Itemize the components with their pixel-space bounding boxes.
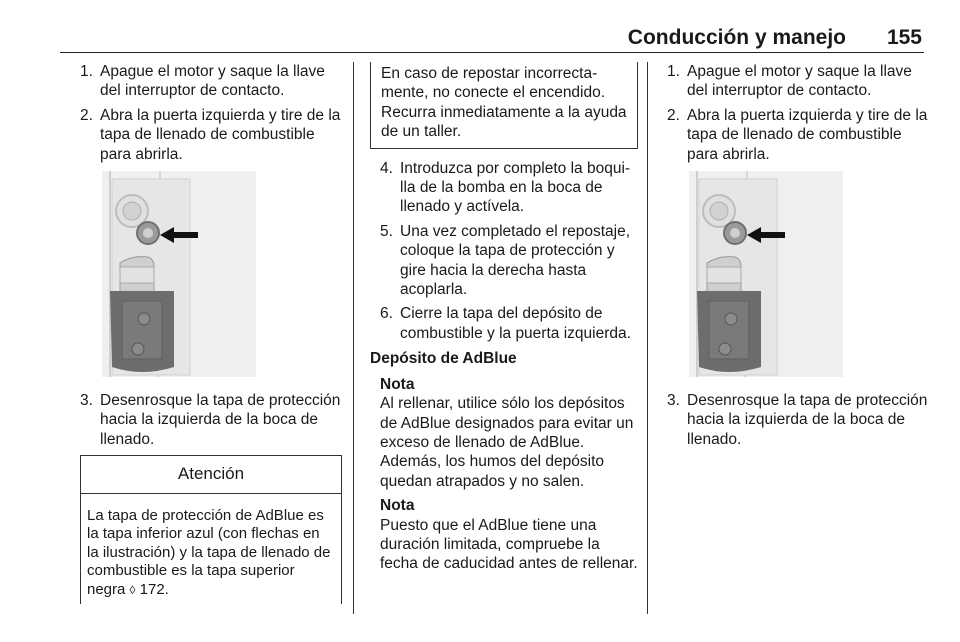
step-item: 3. Desenrosque la tapa de protección hacia la izquierda de la boca de llenado.: [80, 392, 341, 448]
section-title: Conducción y manejo: [627, 26, 846, 49]
step-item: 1. Apague el motor y saque la llave del interruptor de contacto.: [80, 63, 325, 100]
column-middle: [370, 62, 638, 579]
step-item: 3. Desenrosque la tapa de protección hacia la izquierda de la boca de llenado.: [667, 392, 928, 448]
page-reference-icon: ◊: [129, 583, 136, 598]
step-item: 4. Introduzca por completo la boquilla de la bomba en la boca de llenado y actívela.: [380, 159, 631, 216]
step-item: 5. Una vez completado el repostaje, coloque la tapa de protección y gire hacia la derecha hasta acoplarla.: [380, 222, 631, 299]
arrow-left-icon: [160, 225, 200, 245]
step-text: Abra la puerta izquierda y tire de la tapa de llenado de combustible para abrirla.: [687, 106, 928, 163]
column-divider: [647, 62, 648, 614]
step-item: 2. Abra la puerta izquierda y tire de la tapa de llenado de combustible para abrirla.: [667, 106, 928, 163]
page-header: [60, 24, 924, 53]
step-item: 6. Cierre la tapa del depósito de combustible y la puerta izquierda.: [380, 305, 631, 342]
note-block: [380, 496, 638, 574]
page-number: 155: [886, 26, 922, 49]
caution-box: En caso de repostar incorrectamente, no conecte el encendido. Recurra inmediatamente a la ayuda de un taller.: [370, 62, 638, 149]
attention-box: [80, 455, 342, 603]
step-item: 1. Apague el motor y saque la llave del interruptor de contacto.: [667, 63, 912, 100]
step-text: Introduzca por completo la boquilla de la bomba en la boca de llenado y actívela.: [400, 159, 631, 216]
note-text: Puesto que el AdBlue tiene una duración limitada, compruebe la fecha de caducidad antes de rellenar.: [380, 516, 638, 573]
column-left: [80, 62, 342, 604]
arrow-left-icon: [747, 225, 787, 245]
column-right: [667, 62, 929, 454]
step-item: 2. Abra la puerta izquierda y tire de la tapa de llenado de combustible para abrirla.: [80, 106, 341, 163]
step-text: Apague el motor y saque la llave del interruptor de contacto.: [687, 63, 912, 100]
step-text: Una vez completado el repostaje, coloque la tapa de protección y gire hacia la derecha hasta acoplarla.: [400, 222, 631, 299]
step-text: Abra la puerta izquierda y tire de la tapa de llenado de combustible para abrirla.: [100, 106, 341, 163]
step-text: Cierre la tapa del depósito de combustible y la puerta izquierda.: [400, 305, 631, 342]
step-text: Desenrosque la tapa de protección hacia la izquierda de la boca de llenado.: [100, 392, 341, 448]
note-label: Nota: [380, 497, 415, 515]
column-divider: [353, 62, 354, 614]
note-label: Nota: [380, 375, 415, 393]
section-subheading: Depósito de AdBlue: [370, 350, 517, 368]
adblue-filler-illustration: [689, 171, 843, 377]
note-text: Al rellenar, utilice sólo los depósitos de AdBlue designados para evitar un exceso de llenado de AdBlue. Además, los humos del depósito quedan atrapados y no salen.: [380, 395, 634, 490]
fuel-filler-illustration: [102, 171, 256, 377]
attention-title: Atención: [81, 456, 341, 493]
step-text: Desenrosque la tapa de protección hacia la izquierda de la boca de llenado.: [687, 392, 928, 448]
attention-text: La tapa de protección de AdBlue es la tapa inferior azul (con flechas en la ilustración) y la tapa de llenado de combustible es la tapa superior negra ◊ 172.: [87, 506, 331, 599]
step-text: Apague el motor y saque la llave del interruptor de contacto.: [100, 63, 325, 100]
note-block: [380, 375, 638, 491]
